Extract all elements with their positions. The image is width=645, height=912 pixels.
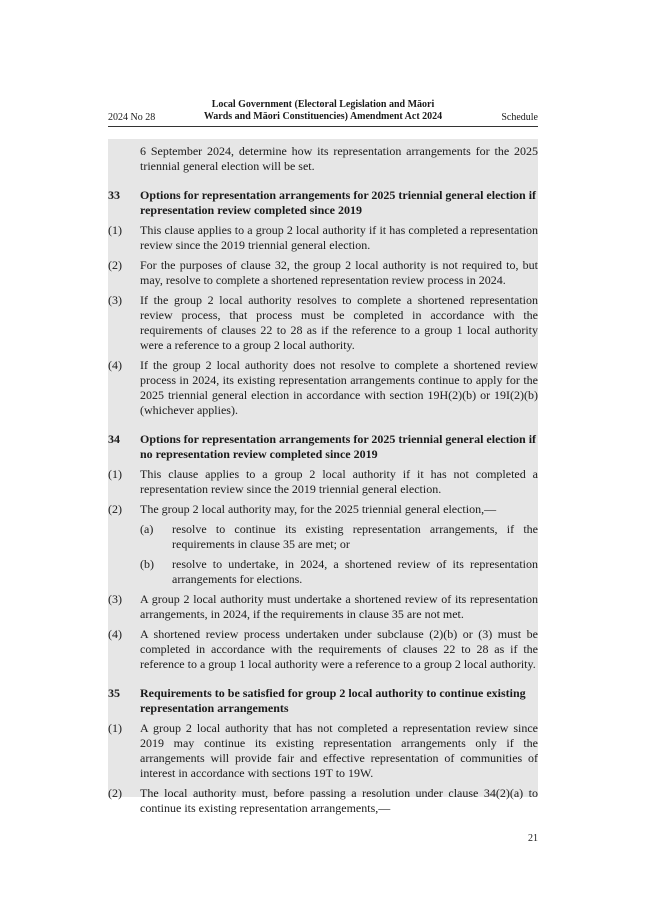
subparagraph-text: resolve to continue its existing representation arrangements, if the requirements in clause 35 are met; or	[172, 522, 538, 551]
paragraph	[108, 592, 538, 622]
paragraph-number: (2)	[108, 786, 122, 800]
act-title-line-2: Wards and Māori Constituencies) Amendment Act 2024	[203, 111, 443, 122]
running-header	[108, 98, 538, 128]
paragraph-text: A shortened review process undertaken under subclause (2)(b) or (3) must be completed in accordance with the requirements of clauses 22 to 28 as if the reference to a group 1 local authority were a reference to a group 2 local authority.	[140, 627, 538, 671]
document-body	[108, 144, 538, 821]
header-divider	[108, 126, 538, 127]
paragraph-text: This clause applies to a group 2 local authority if it has completed a representation review since the 2019 triennial general election.	[140, 223, 538, 252]
clause-heading	[108, 686, 538, 716]
clause-number: 33	[108, 188, 120, 202]
paragraph	[108, 786, 538, 816]
paragraph-text: If the group 2 local authority does not resolve to complete a shortened review process in 2024, its existing representation arrangements continue to apply for the 2025 triennial general election in accordance with section 19H(2)(b) or 19I(2)(b) (whichever applies).	[140, 358, 538, 417]
act-title-line-1: Local Government (Electoral Legislation and Māori	[211, 99, 435, 110]
paragraph-text: A group 2 local authority must undertake a shortened review of its representation arrangements, in 2024, if the requirements in clause 35 are not met.	[140, 592, 538, 621]
paragraph-text: This clause applies to a group 2 local authority if it has not completed a representation review since the 2019 triennial general election.	[140, 467, 538, 496]
paragraph	[108, 358, 538, 418]
paragraph-text: The local authority must, before passing a resolution under clause 34(2)(a) to continue its existing representation arrangements,—	[140, 786, 538, 815]
paragraph-text: The group 2 local authority may, for the 2025 triennial general election,—	[140, 502, 497, 516]
subparagraph-text: resolve to undertake, in 2024, a shortened review of its representation arrangements for elections.	[172, 557, 538, 586]
clause-heading	[108, 432, 538, 462]
section-label: Schedule	[501, 112, 538, 123]
paragraph-number: (1)	[108, 223, 122, 237]
paragraph	[108, 467, 538, 497]
paragraph	[108, 502, 538, 517]
clause-title: Requirements to be satisfied for group 2 local authority to continue existing representation arrangements	[140, 686, 526, 715]
act-year-number: 2024 No 28	[108, 112, 156, 123]
paragraph-text: For the purposes of clause 32, the group 2 local authority is not required to, but may, resolve to complete a shortened representation review process in 2024.	[140, 258, 538, 287]
subparagraph	[140, 557, 538, 587]
continuation-text: 6 September 2024, determine how its representation arrangements for the 2025 triennial general election will be set.	[140, 144, 538, 173]
paragraph	[108, 258, 538, 288]
subparagraph-number: (b)	[140, 557, 154, 571]
paragraph	[108, 721, 538, 781]
clause-title: Options for representation arrangements for 2025 triennial general election if representation review completed since 2019	[140, 188, 537, 217]
paragraph-number: (3)	[108, 293, 122, 307]
clause-title: Options for representation arrangements for 2025 triennial general election if no representation review completed since 2019	[140, 432, 537, 461]
paragraph-number: (4)	[108, 358, 122, 372]
subparagraph-number: (a)	[140, 522, 154, 536]
page-number: 21	[528, 833, 538, 844]
paragraph-text: If the group 2 local authority resolves to complete a shortened representation review process, that process must be completed in accordance with the requirements of clauses 22 to 28 as if the reference to a group 1 local authority were a reference to a group 2 local authority.	[140, 293, 538, 352]
clause-number: 34	[108, 432, 120, 446]
subparagraph	[140, 522, 538, 552]
paragraph-number: (2)	[108, 258, 122, 272]
paragraph-number: (1)	[108, 467, 122, 481]
act-title	[108, 99, 538, 123]
clause-number: 35	[108, 686, 120, 700]
paragraph-number: (4)	[108, 627, 122, 641]
paragraph	[108, 293, 538, 353]
paragraph	[108, 223, 538, 253]
paragraph	[108, 627, 538, 672]
paragraph-number: (2)	[108, 502, 122, 516]
clause-heading	[108, 188, 538, 218]
paragraph-number: (1)	[108, 721, 122, 735]
paragraph-text: A group 2 local authority that has not completed a representation review since 2019 may continue its existing representation arrangements only if the arrangements will provide fair and effective representation of communities of interest in accordance with sections 19T to 19W.	[140, 721, 538, 780]
paragraph-number: (3)	[108, 592, 122, 606]
